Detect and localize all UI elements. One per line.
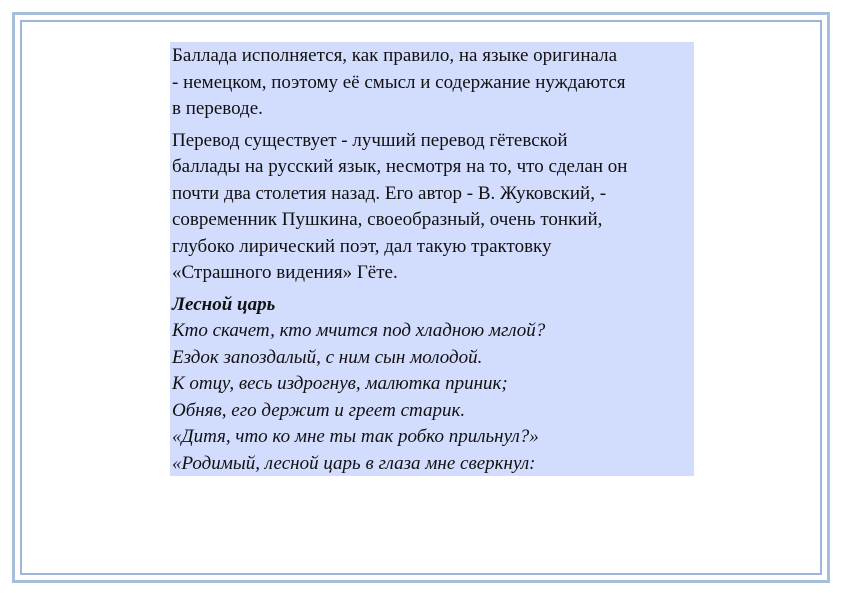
paragraph-line: «Страшного видения» Гёте. <box>172 262 398 283</box>
poem-line: К отцу, весь издрогнув, малютка приник; <box>172 373 508 394</box>
paragraph-line: - немецком, поэтому её смысл и содержание нуждаются <box>172 71 626 93</box>
paragraph-line: баллады на русский язык, несмотря на то, что сделан он <box>172 156 628 177</box>
paragraph-line: в переводе. <box>172 98 263 119</box>
paragraph-line: почти два столетия назад. Его автор - В. Жуковский, - <box>172 182 607 204</box>
paragraph-line: Перевод существует - лучший перевод гётевской <box>172 129 568 151</box>
poem <box>172 292 692 478</box>
poem-title: Лесной царь <box>172 293 276 315</box>
text-block <box>170 42 694 476</box>
paragraph-line: Баллада исполняется, как правило, на языке оригинала <box>172 45 617 66</box>
poem-line: Кто скачет, кто мчится под хладною мглой? <box>172 320 546 341</box>
poem-line: Обняв, его держит и греет старик. <box>172 399 466 421</box>
translation-paragraph <box>172 128 692 287</box>
poem-line: Ездок запоздалый, с ним сын молодой. <box>172 346 483 368</box>
paragraph-line: глубоко лирический поэт, дал такую трактовку <box>172 235 552 257</box>
intro-paragraph <box>172 43 692 123</box>
poem-line: «Родимый, лесной царь в глаза мне сверкнул: <box>172 452 536 474</box>
paragraph-line: современник Пушкина, своеобразный, очень тонкий, <box>172 209 603 230</box>
poem-line: «Дитя, что ко мне ты так робко прильнул?» <box>172 426 539 447</box>
